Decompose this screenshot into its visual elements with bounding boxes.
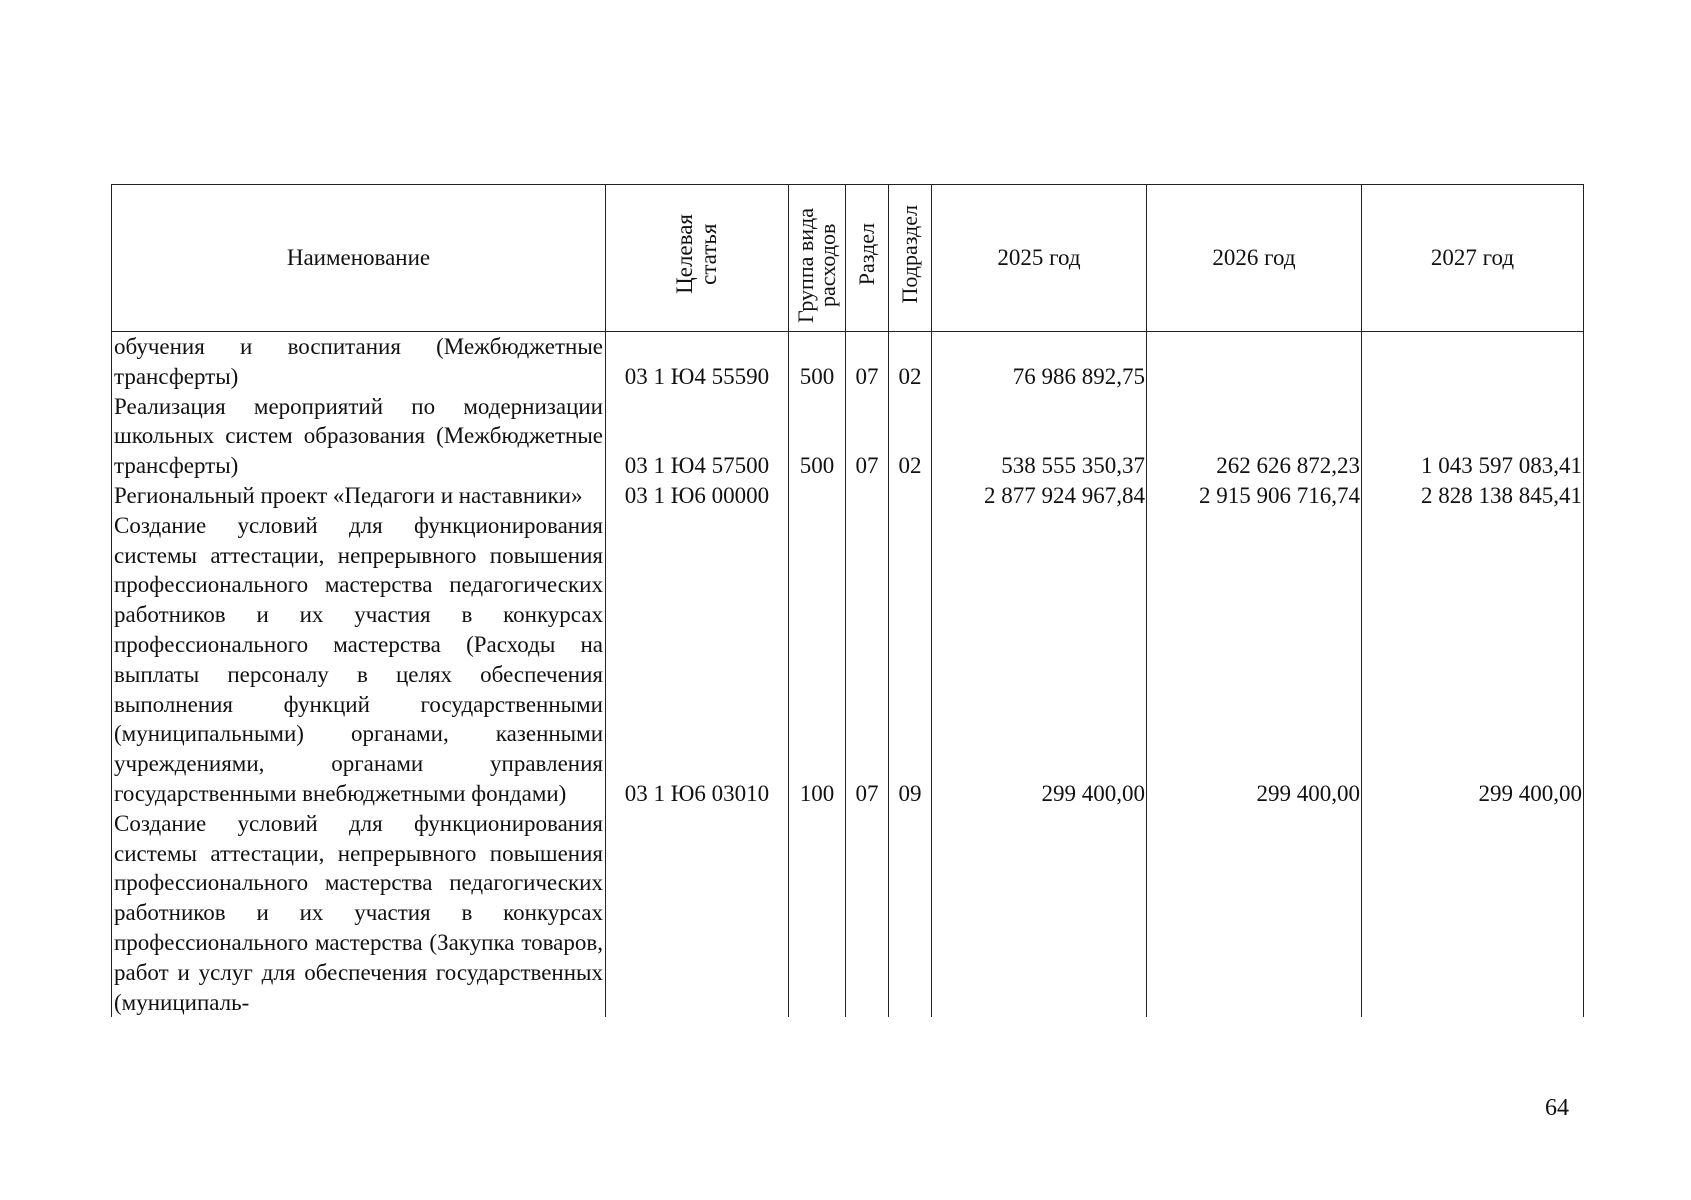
row-2027 — [1362, 332, 1584, 392]
header-target-line1: Целевая — [672, 214, 697, 295]
row-2027: 1 043 597 083,41 — [1362, 392, 1584, 481]
row-group: 500 — [789, 392, 846, 481]
header-subsection: Подраздел — [889, 185, 932, 332]
row-target: 03 1 Ю4 57500 — [606, 392, 789, 481]
header-target-article — [606, 185, 789, 332]
row-target: 03 1 Ю6 00000 — [606, 481, 789, 511]
row-2026: 299 400,00 — [1147, 511, 1362, 809]
row-2027: 299 400,00 — [1362, 511, 1584, 809]
row-section: 07 — [846, 511, 889, 809]
table-row — [112, 809, 1584, 1018]
table-header-row — [112, 185, 1584, 332]
row-group — [789, 481, 846, 511]
header-year-2027: 2027 год — [1362, 185, 1584, 332]
row-2026: 2 915 906 716,74 — [1147, 481, 1362, 511]
header-target-line2: статья — [696, 223, 721, 285]
row-2025: 2 877 924 967,84 — [932, 481, 1147, 511]
row-2025: 76 986 892,75 — [932, 332, 1147, 392]
row-subsection — [889, 481, 932, 511]
row-name: Реализация мероприятий по модернизации школьных систем образования (Межбюджетные трансферты) — [112, 392, 606, 481]
row-2027 — [1362, 809, 1584, 1018]
row-subsection: 02 — [889, 332, 932, 392]
budget-table — [111, 184, 1584, 1017]
row-2025 — [932, 809, 1147, 1018]
row-group: 500 — [789, 332, 846, 392]
row-subsection: 09 — [889, 511, 932, 809]
table-row — [112, 332, 1584, 392]
header-group-line1: Группа вида — [793, 208, 818, 324]
row-2026: 262 626 872,23 — [1147, 392, 1362, 481]
header-name: Наименование — [112, 185, 606, 332]
row-name: Создание условий для функционирования системы аттестации, непрерывного повышения профессионального мастерства педагогических работников и их участия в конкурсах профессионального мастерства (Закупка товаров, работ и услуг для обеспечения государственных (муниципаль- — [112, 809, 606, 1018]
row-name: обучения и воспитания (Межбюджетные трансферты) — [112, 332, 606, 392]
row-group: 100 — [789, 511, 846, 809]
row-2027: 2 828 138 845,41 — [1362, 481, 1584, 511]
row-name: Создание условий для функционирования системы аттестации, непрерывного повышения профессионального мастерства педагогических работников и их участия в конкурсах профессионального мастерства (Расходы на выплаты персоналу в целях обеспечения выполнения функций государственными (муниципальными) органами, казенными учреждениями, органами управления государственными внебюджетными фондами) — [112, 511, 606, 809]
row-group — [789, 809, 846, 1018]
row-2026 — [1147, 809, 1362, 1018]
header-expense-group — [789, 185, 846, 332]
table-row — [112, 392, 1584, 481]
header-group-line2: расходов — [815, 224, 840, 308]
table-row — [112, 511, 1584, 809]
row-subsection: 02 — [889, 392, 932, 481]
page-number: 64 — [1545, 1095, 1569, 1121]
row-2026 — [1147, 332, 1362, 392]
row-subsection — [889, 809, 932, 1018]
row-target: 03 1 Ю6 03010 — [606, 511, 789, 809]
header-section: Раздел — [846, 185, 889, 332]
row-target — [606, 809, 789, 1018]
table-row — [112, 481, 1584, 511]
row-section — [846, 481, 889, 511]
row-section — [846, 809, 889, 1018]
header-year-2025: 2025 год — [932, 185, 1147, 332]
row-section: 07 — [846, 332, 889, 392]
header-year-2026: 2026 год — [1147, 185, 1362, 332]
row-2025: 538 555 350,37 — [932, 392, 1147, 481]
row-name: Региональный проект «Педагоги и наставники» — [112, 481, 606, 511]
row-2025: 299 400,00 — [932, 511, 1147, 809]
row-target: 03 1 Ю4 55590 — [606, 332, 789, 392]
row-section: 07 — [846, 392, 889, 481]
